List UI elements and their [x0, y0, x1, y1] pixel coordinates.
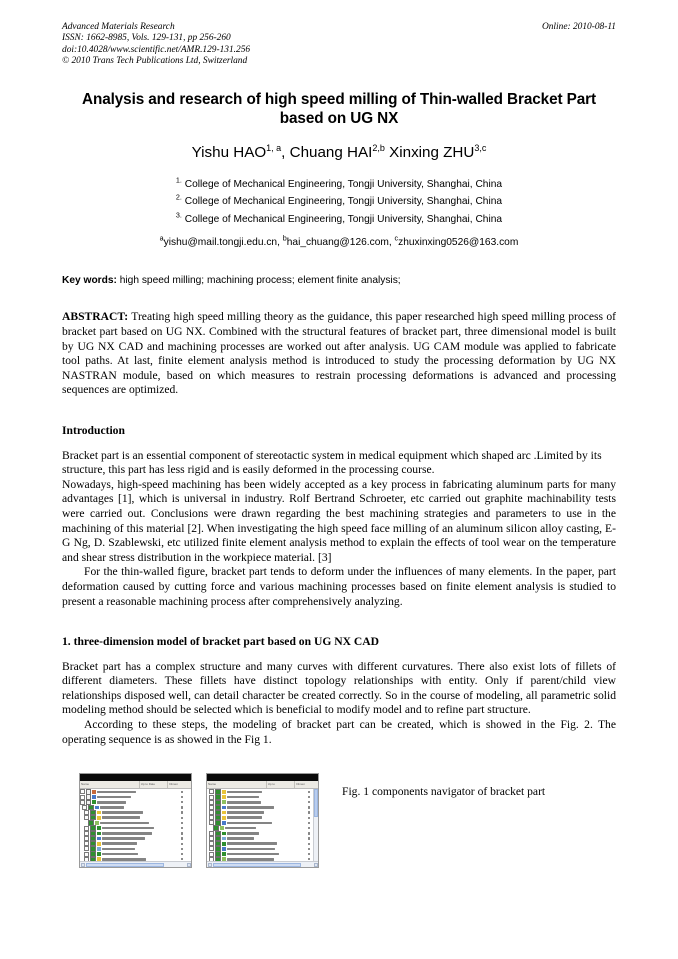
nx-tree-row-value	[181, 827, 191, 829]
label-text-glyphs	[227, 858, 274, 861]
affiliation-3	[62, 211, 616, 229]
label-text-glyphs	[102, 848, 135, 851]
component-icon	[222, 795, 226, 799]
label-text-glyphs	[225, 827, 257, 830]
journal-issn: ISSN: 1662-8985, Vols. 129-131, pp 256-260	[62, 33, 231, 44]
value-text-glyphs	[308, 827, 310, 829]
nx-tree-row-label	[227, 816, 308, 819]
nx-column-uptodate[interactable]: Up to Date	[140, 781, 169, 788]
nx-tree-row-label	[102, 848, 181, 851]
nx-tree-row-label	[102, 816, 181, 819]
label-text-glyphs	[227, 806, 274, 809]
component-icon	[97, 847, 101, 851]
journal-doi: doi:10.4028/www.scientific.net/AMR.129-131.256	[62, 44, 251, 55]
nx-tree-row-label	[227, 853, 308, 856]
value-text-glyphs	[181, 817, 183, 819]
value-text-glyphs	[181, 796, 183, 798]
keywords-line	[62, 274, 616, 288]
nx-tree-row-value	[181, 817, 191, 819]
value-text-glyphs	[308, 837, 310, 839]
component-icon	[97, 826, 101, 830]
component-icon	[222, 811, 226, 815]
nx-component-navigator-left[interactable]	[79, 773, 192, 868]
page-content	[62, 22, 616, 877]
value-text-glyphs	[308, 791, 310, 793]
nx-hscrollbar-left[interactable]	[80, 861, 191, 867]
author-1-affiliation-marker: 1, a	[266, 142, 282, 153]
value-text-glyphs	[181, 832, 183, 834]
component-icon	[222, 806, 226, 810]
page-title	[62, 90, 616, 128]
nx-tree-row-value	[181, 796, 191, 798]
author-emails	[62, 236, 616, 250]
value-text-glyphs	[181, 801, 183, 803]
component-icon	[222, 790, 226, 794]
author-separator-1: ,	[281, 143, 290, 161]
component-icon	[97, 832, 101, 836]
value-text-glyphs	[308, 843, 310, 845]
nx-tree-row-value	[181, 848, 191, 850]
nx-column-dimension[interactable]: Dimen	[296, 782, 306, 787]
figure-1	[62, 773, 616, 877]
nx-tree-row-value	[181, 832, 191, 834]
value-text-glyphs	[308, 811, 310, 813]
component-icon	[222, 800, 226, 804]
nx-column-name[interactable]: Name	[207, 781, 267, 788]
nx-tree-row-label	[102, 858, 181, 861]
value-text-glyphs	[181, 806, 183, 808]
component-icon	[222, 852, 226, 856]
nx-tree-row-label	[102, 827, 181, 830]
email-marker-b: b	[282, 234, 287, 244]
value-text-glyphs	[181, 848, 183, 850]
scroll-left-arrow-icon[interactable]	[208, 863, 212, 867]
component-icon	[97, 837, 101, 841]
nx-column-headers-left[interactable]	[80, 781, 191, 789]
author-2-name: Chuang HAI	[289, 143, 373, 161]
author-1-name: Yishu HAO	[191, 143, 267, 161]
component-icon	[95, 821, 99, 825]
value-text-glyphs	[308, 806, 310, 808]
nx-vscroll-thumb-right[interactable]	[314, 789, 318, 817]
nx-column-dimension[interactable]: Dimen	[169, 782, 179, 787]
nx-tree-row-label	[227, 837, 308, 840]
label-text-glyphs	[227, 801, 261, 804]
nx-tree-row-value	[181, 811, 191, 813]
nx-tree-right[interactable]	[207, 789, 318, 862]
email-marker-a: a	[159, 234, 164, 244]
nx-tree-row-label	[227, 858, 308, 861]
nx-tree-row-value	[181, 801, 191, 803]
value-text-glyphs	[308, 853, 310, 855]
nx-tree-row-label	[102, 842, 181, 845]
author-list	[62, 143, 616, 162]
label-text-glyphs	[227, 816, 263, 819]
nx-tree-row-value	[181, 853, 191, 855]
email-c[interactable]: zhuxinxing0526@163.com	[398, 237, 519, 249]
nx-component-navigator-right[interactable]	[206, 773, 319, 868]
nx-tree-row-value	[181, 822, 191, 824]
value-text-glyphs	[181, 811, 183, 813]
component-icon	[222, 842, 226, 846]
nx-hscroll-thumb-right[interactable]	[213, 863, 301, 867]
value-text-glyphs	[181, 791, 183, 793]
label-text-glyphs	[227, 822, 273, 825]
label-text-glyphs	[227, 842, 277, 845]
value-text-glyphs	[308, 822, 310, 824]
email-marker-c: c	[394, 234, 399, 244]
affiliation-1-text: College of Mechanical Engineering, Tongji University, Shanghai, China	[184, 178, 503, 190]
nx-hscroll-thumb-left[interactable]	[86, 863, 164, 867]
nx-column-upto[interactable]: Up to	[267, 781, 296, 788]
value-text-glyphs	[308, 817, 310, 819]
label-text-glyphs	[227, 853, 279, 856]
nx-tree-row-label	[227, 791, 308, 794]
nx-tree-row-value	[181, 858, 191, 860]
journal-header	[62, 22, 616, 68]
value-text-glyphs	[308, 796, 310, 798]
component-icon	[222, 821, 226, 825]
nx-tree-row-value	[181, 806, 191, 808]
author-2-affiliation-marker: 2,b	[372, 142, 385, 153]
keywords-label: Key words:	[62, 275, 117, 287]
nx-tree-row-label	[97, 796, 181, 799]
email-a[interactable]: yishu@mail.tongji.edu.cn,	[163, 237, 283, 249]
affiliation-2	[62, 193, 616, 211]
title-line-2: based on UG NX	[279, 109, 399, 127]
value-text-glyphs	[308, 801, 310, 803]
value-text-glyphs	[181, 843, 183, 845]
nx-tree-row-label	[100, 806, 181, 809]
label-text-glyphs	[227, 811, 264, 814]
online-date: Online: 2010-08-11	[541, 22, 616, 32]
nx-tree-row-value	[181, 843, 191, 845]
label-text-glyphs	[227, 796, 260, 799]
label-text-glyphs	[100, 822, 149, 825]
component-icon	[222, 832, 226, 836]
value-text-glyphs	[308, 848, 310, 850]
label-text-glyphs	[97, 801, 125, 804]
nx-tree-row-label	[102, 811, 181, 814]
component-icon	[97, 811, 101, 815]
label-text-glyphs	[102, 816, 140, 819]
label-text-glyphs	[227, 848, 276, 851]
introduction-paragraph-3: For the thin-walled figure, bracket part tends to deform under the influences of many elements. In the paper, part deformation caused by cutting force and various machining processes based on finite element analysis is studied to present a reasonable machining process after comprehensively analyzing.	[62, 565, 616, 608]
nx-tree-row-label	[227, 832, 308, 835]
introduction-heading: Introduction	[62, 423, 125, 437]
label-text-glyphs	[102, 858, 146, 861]
label-text-glyphs	[227, 832, 260, 835]
component-icon	[92, 800, 96, 804]
title-line-1: Analysis and research of high speed milling of Thin-walled Bracket Part	[82, 90, 596, 108]
component-icon	[222, 837, 226, 841]
nx-tree-row-label	[225, 827, 308, 830]
abstract-text: Treating high speed milling theory as the guidance, this paper researched high speed milling process of bracket part based on UG NX. Combined with the structural features of bracket part, three dimensional model is built by UG NX CAD and machining processes are worked out after analysis. UG CAM module was applied to fabricate tool paths. At last, finite element analysis method is introduced to study the processing deformation by UG NX NASTRAN module, based on which measures to restrain processing deformations is advanced and processing sequences are optimized.	[62, 310, 616, 397]
email-b[interactable]: hai_chuang@126.com,	[286, 237, 395, 249]
scroll-left-arrow-icon[interactable]	[81, 863, 85, 867]
value-text-glyphs	[181, 837, 183, 839]
component-icon	[97, 842, 101, 846]
component-icon	[92, 795, 96, 799]
component-icon	[95, 806, 99, 810]
component-icon	[220, 826, 224, 830]
component-icon	[97, 852, 101, 856]
nx-column-headers-right[interactable]	[207, 781, 318, 789]
nx-tree-row-label	[97, 801, 181, 804]
nx-tree-row-value	[181, 791, 191, 793]
affiliation-2-text: College of Mechanical Engineering, Tongji University, Shanghai, China	[184, 196, 503, 208]
component-icon	[222, 847, 226, 851]
label-text-glyphs	[97, 791, 135, 794]
value-text-glyphs	[181, 853, 183, 855]
abstract-block	[62, 310, 616, 398]
figure-1-caption: Fig. 1 components navigator of bracket part	[342, 785, 546, 799]
journal-copyright: © 2010 Trans Tech Publications Ltd, Switzerland	[62, 56, 248, 67]
label-text-glyphs	[100, 806, 124, 809]
value-text-glyphs	[181, 822, 183, 824]
section-1-paragraph-1: Bracket part has a complex structure and many curves with different curvatures. There also exist lots of fillets of different diameters. These fillets have distinct topology relationships with entity. Only if parent/child view relationships disposed well, can detail character be created correctly. So in the course of modeling, all parametric solid modeling method should be selected which is beneficial to modify model and to refine part structure.	[62, 659, 616, 717]
nx-tree-row-value	[181, 837, 191, 839]
affiliation-list	[62, 176, 616, 229]
affiliation-3-text: College of Mechanical Engineering, Tongji University, Shanghai, China	[184, 213, 503, 225]
nx-tree-left[interactable]	[80, 789, 191, 862]
component-icon	[97, 816, 101, 820]
section-1-heading: 1. three-dimension model of bracket part based on UG NX CAD	[62, 635, 379, 649]
label-text-glyphs	[102, 853, 138, 856]
nx-titlebar-right	[207, 774, 318, 781]
nx-tree-row-label	[227, 801, 308, 804]
label-text-glyphs	[102, 811, 143, 814]
scroll-right-arrow-icon[interactable]	[314, 863, 318, 867]
nx-titlebar-left	[80, 774, 191, 781]
nx-tree-row-label	[100, 822, 181, 825]
label-text-glyphs	[227, 837, 255, 840]
nx-tree-row-label	[102, 837, 181, 840]
label-text-glyphs	[97, 796, 130, 799]
introduction-paragraph-1: Bracket part is an essential component of stereotactic system in medical equipment which shaped arc .Limited by its structure, this part has less rigid and is easily deformed in the processing course.	[62, 448, 602, 477]
affiliation-2-marker: 2.	[175, 192, 182, 202]
affiliation-1-marker: 1.	[175, 175, 182, 185]
nx-column-name[interactable]: Name	[80, 781, 140, 788]
label-text-glyphs	[227, 791, 263, 794]
affiliation-3-marker: 3.	[175, 210, 182, 220]
nx-tree-row-label	[227, 806, 308, 809]
label-text-glyphs	[102, 827, 154, 830]
label-text-glyphs	[102, 842, 137, 845]
journal-name: Advanced Materials Research	[62, 22, 175, 32]
nx-tree-row-label	[227, 811, 308, 814]
nx-tree-row-label	[102, 832, 181, 835]
section-1-paragraph-2: According to these steps, the modeling of bracket part can be created, which is showed in the Fig. 2. The operating sequence is as showed in the Fig 1.	[62, 718, 616, 746]
label-text-glyphs	[102, 837, 145, 840]
component-icon	[222, 816, 226, 820]
nx-vscrollbar-right[interactable]	[313, 789, 318, 862]
nx-tree-row-label	[102, 853, 181, 856]
value-text-glyphs	[181, 827, 183, 829]
nx-tree-row-label	[227, 848, 308, 851]
abstract-label: ABSTRACT:	[62, 310, 129, 324]
value-text-glyphs	[308, 832, 310, 834]
affiliation-1	[62, 176, 616, 194]
nx-tree-row-label	[227, 796, 308, 799]
value-text-glyphs	[308, 858, 310, 860]
nx-tree-row-label	[227, 842, 308, 845]
nx-tree-row-label	[97, 791, 181, 794]
label-text-glyphs	[102, 832, 153, 835]
keywords-value: high speed milling; machining process; element finite analysis;	[116, 275, 401, 287]
introduction-paragraph-2: Nowadays, high-speed machining has been widely accepted as a key process in fabricating aluminum parts for many advantages [1], which is universal in industry. Rolf Bertrand Schroeter, etc carried out graphite machinability tests were carried out. Conclusions were drawn regarding the best machining strategies and parameters to use in the machining of this material [2]. When investigating the high speed face milling of an aluminum silicon alloy casting, E-G Ng, D. Szablewski, etc utilized finite element analysis method to explain the effects of tool wear on the temperature and shear stress distribution in the workpiece material. [3]	[62, 477, 616, 564]
scroll-right-arrow-icon[interactable]	[187, 863, 191, 867]
value-text-glyphs	[181, 858, 183, 860]
component-icon	[92, 790, 96, 794]
nx-tree-row-label	[227, 822, 308, 825]
nx-hscrollbar-right[interactable]	[207, 861, 318, 867]
author-3-name: Xinxing ZHU	[389, 143, 475, 161]
author-3-affiliation-marker: 3,c	[474, 142, 487, 153]
